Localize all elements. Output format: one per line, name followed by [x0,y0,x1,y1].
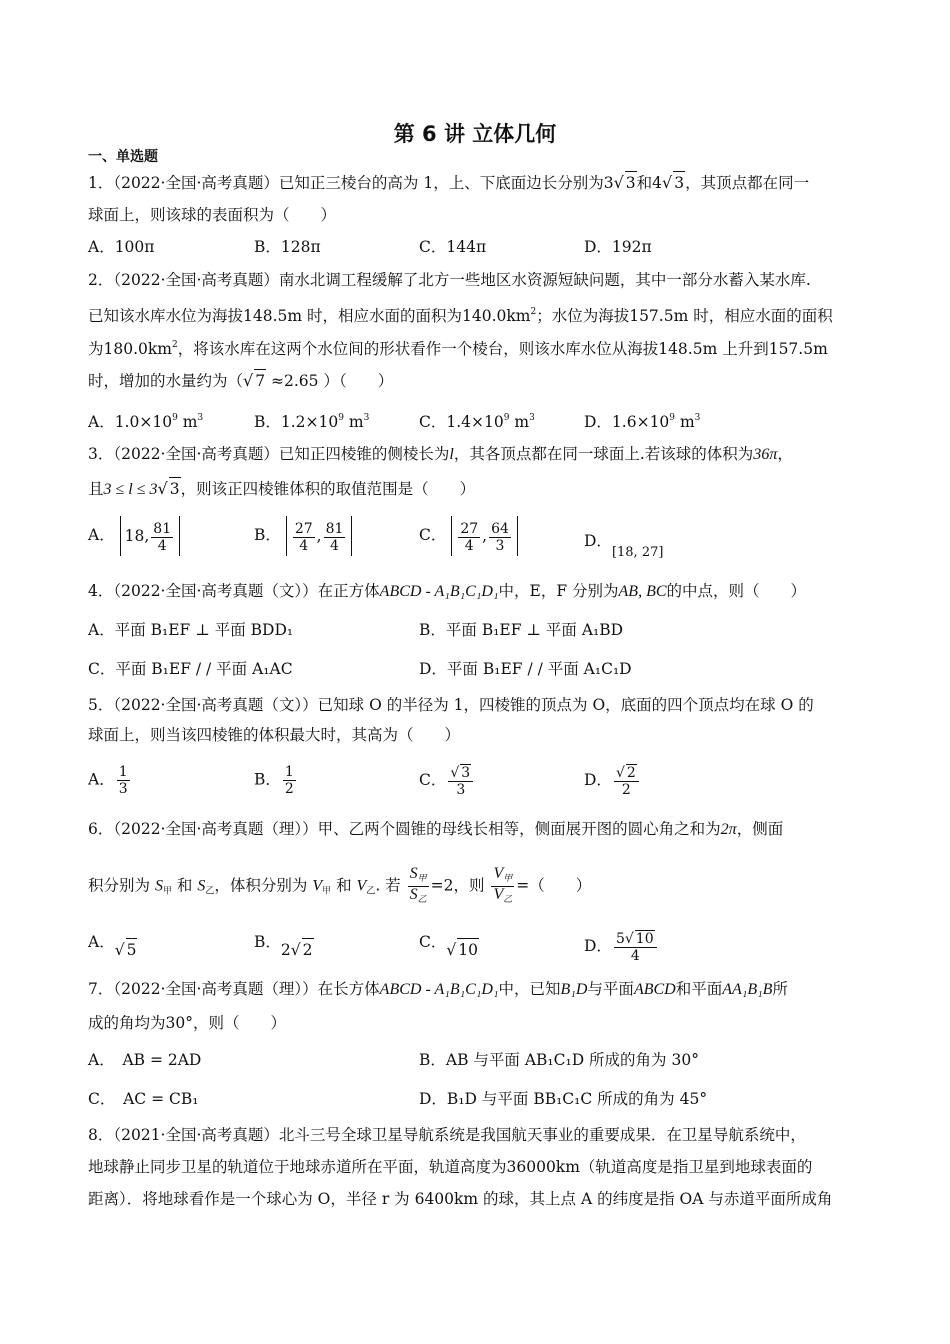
q7-text: 中，已知 [498,980,561,998]
q1-b: 4 [652,174,663,192]
q7-deg: 30° [165,1014,193,1032]
sqrt-icon: √ [450,765,460,781]
q6-eq: = [516,876,530,895]
q4-cube: ABCD - A₁B₁C₁D₁ [379,583,499,600]
denominator [491,887,514,907]
sqrt-arg: 10 [457,938,479,961]
denominator: 4 [157,537,167,554]
opt-label: C． [419,771,447,789]
q4-line1 [88,580,806,603]
q7-text: 所 [772,980,788,998]
numerator: 81 [153,520,172,537]
q3-option-a[interactable] [88,516,180,556]
numerator: 27 [460,520,479,537]
q6-v: V [493,886,504,903]
q2-exp: 9 [172,413,178,423]
q2-option-c[interactable] [419,407,535,433]
fraction [151,521,173,554]
q6-s: S [154,877,163,895]
sqrt-arg: 5 [126,938,138,961]
opt-label: A． [88,770,115,789]
numerator: 27 [294,520,313,537]
q1-option-c[interactable]: C．144π [419,238,487,256]
q6-text: 积分别为 [88,876,151,895]
denominator: 4 [299,537,309,554]
q2-exp: 9 [669,413,676,423]
q5-option-a[interactable] [88,764,132,797]
q2-line4 [88,369,393,392]
q6-sub: 乙 [366,886,376,897]
q7-option-a[interactable]: A． AB = 2AD [88,1051,202,1069]
q6-s: S [409,886,418,903]
numerator [614,930,657,948]
q4-text: 的中点，则（ ） [666,582,807,600]
q2-text: 时，增加的水量约为（ [88,372,244,390]
q2-opt-text: D．1.6×10 [584,413,670,431]
bracket: $\frac{27}{4}$ , $\frac{81}{4}$ [286,516,353,556]
q6-text: 6．（2022·全国·高考真题（理））甲、乙两个圆锥的母线长相等，侧面展开图的圆心角之和为 [88,820,721,838]
q6-sub: 甲 [162,886,172,897]
denominator: 4 [330,537,339,554]
sqrt-arg: 2 [626,765,636,781]
numerator [491,866,514,887]
sqrt-icon: √ [613,173,624,192]
q2-unit-exp: 3 [363,413,370,423]
q7-text: 与平面 [587,980,634,998]
q1-line1 [88,171,809,194]
opt-label: C． [419,526,447,544]
coef: 2 [280,941,291,959]
q2-unit-exp: 3 [529,413,535,423]
q3-l: l [449,446,454,463]
q8-line1: 8．（2021·全国·高考真题）北斗三号全球卫星导航系统是我国航天事业的重要成果．在卫星导航系统中， [88,1126,806,1144]
q2-line2 [88,301,833,327]
fraction [324,521,346,554]
opt-label: C． [419,933,447,951]
q1-option-b[interactable]: B．128π [254,238,321,256]
sqrt-icon: √ [243,371,254,390]
sqrt-icon: √ [114,941,125,959]
q6-text: 和 [176,876,193,895]
sqrt-arg: 10 [635,931,654,947]
q2-opt-text: B．1.2×10 [254,413,339,431]
sqrt-icon: √ [290,941,301,959]
sqrt-icon: √ [446,941,457,959]
q6-text: ，则 [453,876,485,895]
q6-sub: 甲 [322,886,332,897]
fraction [614,930,657,964]
q6-s: S [197,877,206,895]
numerator [448,764,473,782]
q1-r2: 3 [673,171,685,194]
q6-text: . 若 [375,876,401,895]
opt-label: B． [254,933,281,951]
denominator [408,887,429,907]
q2-line1: 2．（2022·全国·高考真题）南水北调工程缓解了北方一些地区水资源短缺问题，其中一部分水蓄入某水库. [88,271,811,289]
q2-unit: m [344,413,364,431]
q5-option-b[interactable] [254,764,298,797]
q2-text: 为180.0km [88,340,172,358]
section-heading: 一、单选题 [88,149,158,165]
q6-option-d[interactable] [584,930,659,964]
sqrt-icon: √ [662,173,673,192]
q2-text: ；水位为海拔157.5m 时，相应水面的面积 [536,307,833,325]
denominator: 3 [118,781,128,797]
q6-sub: 乙 [205,886,215,897]
q7-text: 7．（2022·全国·高考真题（理））在长方体 [88,980,380,998]
q6-sub: 甲 [503,873,513,883]
q3-option-b[interactable] [254,516,352,556]
q1-and: 和 [636,174,653,192]
q6-option-c[interactable] [419,930,479,959]
q8-line3: 距离）．将地球看作是一个球心为 O，半径 r 为 6400km 的球，其上点 A 的纬度是指 OA 与赤道平面所成角 [88,1190,833,1208]
q4-text: 4．（2022·全国·高考真题（文））在正方体 [88,582,380,600]
q4-option-a[interactable]: A．平面 B₁EF ⊥ 平面 BDD₁ [88,621,294,639]
q3-text: 3．（2022·全国·高考真题）已知正四棱锥的侧棱长为 [88,445,450,463]
opt-label: A． [88,526,115,544]
q3-ineq: 3 ≤ l ≤ 3 [103,481,158,498]
q2-opt-text: C．1.4×10 [419,413,504,431]
bracket: $\frac{27}{4}$ , $\frac{64}{3}$ [451,516,518,556]
q6-text: ，体积分别为 [214,876,308,895]
q6-v: V [493,865,504,882]
q6-sub: 甲 [417,873,427,883]
q8-line2: 地球静止同步卫星的轨道位于地球赤道所在平面，轨道高度为36000km（轨道高度是指卫星到地球表面的 [88,1158,813,1176]
denominator: 4 [464,537,474,554]
q7-line1 [88,978,788,1001]
q4-option-c[interactable]: C．平面 B₁EF / / 平面 A₁AC [88,660,293,678]
q3-text: ，则该正四棱锥体积的取值范围是（ ） [180,480,476,498]
q3-text: ， [777,445,793,463]
q7-abcd: ABCD [633,981,676,998]
q3-vol: 36π [753,446,778,463]
q6-option-b[interactable] [254,930,314,959]
denominator: 2 [621,782,631,798]
q6-v: V [312,877,323,895]
numerator: 1 [118,764,128,780]
q2-unit: m [675,413,695,431]
q7-text: ，则（ ） [193,1014,287,1032]
denominator: 3 [495,537,505,554]
fraction [614,764,639,798]
q3-line1 [88,443,793,466]
q3-text: 且 [88,480,104,498]
coef: 5 [615,931,625,947]
opt-label: A． [88,933,115,951]
q3-line2 [88,477,475,501]
q4-ab: AB, BC [618,583,667,600]
q2-option-a[interactable] [88,407,203,433]
q6-option-a[interactable] [88,930,137,959]
opt-label: D． [584,532,612,550]
fraction [448,764,473,798]
q6-text: （ ） [529,876,592,895]
q7-line2 [88,1012,286,1034]
q3-a-val: 18, [124,527,150,545]
numerator: 1 [284,764,294,780]
q3-option-c[interactable] [419,516,518,556]
q6-text: 和 [336,876,352,895]
fraction [283,764,296,797]
q5-line2: 球面上，则当该四棱锥的体积最大时，其高为（ ） [88,726,461,744]
q2-line3 [88,334,828,360]
q6-angle: 2π [720,821,737,838]
q3-d-val: [18, 27] [611,545,664,560]
q1-option-d[interactable]: D．192π [584,238,652,256]
fraction [293,521,315,554]
q2-sup: 2 [171,340,178,350]
q6-eq: =2 [430,876,454,895]
q6-s: S [409,865,418,882]
q1-text-end: ，其顶点都在同一 [685,174,810,192]
opt-label: D． [584,937,612,955]
opt-label: D． [584,771,612,789]
opt-label: B． [254,770,281,789]
q3-r: 3 [169,477,181,500]
q2-option-b[interactable] [254,407,369,433]
sqrt-arg: 2 [302,938,314,961]
q4-text: 中，E，F 分别为 [498,582,619,600]
sqrt-icon: √ [615,765,625,781]
numerator: 81 [325,520,344,537]
fraction [117,764,130,797]
q2-option-d[interactable] [584,407,700,433]
q3-option-d[interactable] [584,530,663,564]
q4-option-b[interactable]: B．平面 B₁EF ⊥ 平面 A₁BD [419,621,624,639]
q4-option-d[interactable]: D．平面 B₁EF / / 平面 A₁C₁D [419,660,632,678]
sqrt-arg: 3 [461,765,471,781]
q6-text: ，侧面 [736,820,784,838]
q6-line1 [88,818,783,841]
numerator: 64 [491,520,509,537]
numerator [408,866,429,887]
q2-unit: m [509,413,530,431]
opt-label: B． [254,526,281,544]
q2-unit-exp: 3 [197,413,204,423]
q7-b1d: B₁D [560,981,588,998]
q1-line2: 球面上，则该球的表面积为（ ） [88,206,337,224]
q5-option-d[interactable] [584,764,641,798]
q2-text: ，将该水库在这两个水位间的形状看作一个棱台，则该水库水位从海拔148.5m 上升到157.5m [177,340,828,358]
q6-line2 [88,866,591,907]
q7-box: ABCD - A₁B₁C₁D₁ [379,981,499,998]
fraction [458,521,480,554]
q2-exp: 9 [503,413,510,423]
q7-text: 和平面 [675,980,723,998]
q7-text: 成的角均为 [88,1014,166,1032]
q2-sup: 2 [530,307,537,317]
denominator: 2 [284,781,294,797]
q3-text: ，其各顶点都在同一球面上.若该球的体积为 [453,445,754,463]
q7-option-d[interactable]: D．B₁D 与平面 BB₁C₁C 所成的角为 45° [419,1090,708,1108]
page-title: 第 6 讲 立体几何 [393,122,557,146]
q6-sub: 乙 [417,894,427,904]
fraction [408,866,429,907]
q7-option-c[interactable]: C． AC = CB₁ [88,1090,199,1108]
q1-text: 1．（2022·全国·高考真题）已知正三棱台的高为 1，上、下底面边长分别为 [88,174,604,192]
q5-option-c[interactable] [419,764,475,798]
q5-line1: 5．（2022·全国·高考真题（文））已知球 O 的半径为 1，四棱锥的顶点为 O，底面的四个顶点均在球 O 的 [88,696,814,714]
fraction [489,521,511,554]
q2-text: ≈2.65 ）（ ） [266,372,394,390]
denominator: 4 [630,948,640,964]
q2-exp: 9 [338,413,344,423]
sqrt-icon: √ [157,479,168,498]
q2-opt-text: A．1.0×10 [88,413,173,431]
q6-sub: 乙 [503,894,513,904]
q2-unit: m [177,413,198,431]
q1-r1: 3 [625,171,637,194]
sqrt-icon: √ [624,931,634,947]
denominator: 3 [456,782,466,798]
q7-option-b[interactable]: B．AB 与平面 AB₁C₁D 所成的角为 30° [419,1051,699,1069]
q2-text: 已知该水库水位为海拔148.5m 时，相应水面的面积为140.0km [88,307,531,325]
fraction [491,866,514,907]
q1-a: 3 [603,174,614,192]
q7-aa1b1b: AA₁B₁B [722,981,773,998]
bracket [120,516,180,556]
numerator [614,764,639,782]
q2-unit-exp: 3 [694,413,701,423]
q6-v: V [356,877,367,895]
q2-rad: 7 [254,369,266,392]
q1-option-a[interactable]: A．100π [88,238,155,256]
